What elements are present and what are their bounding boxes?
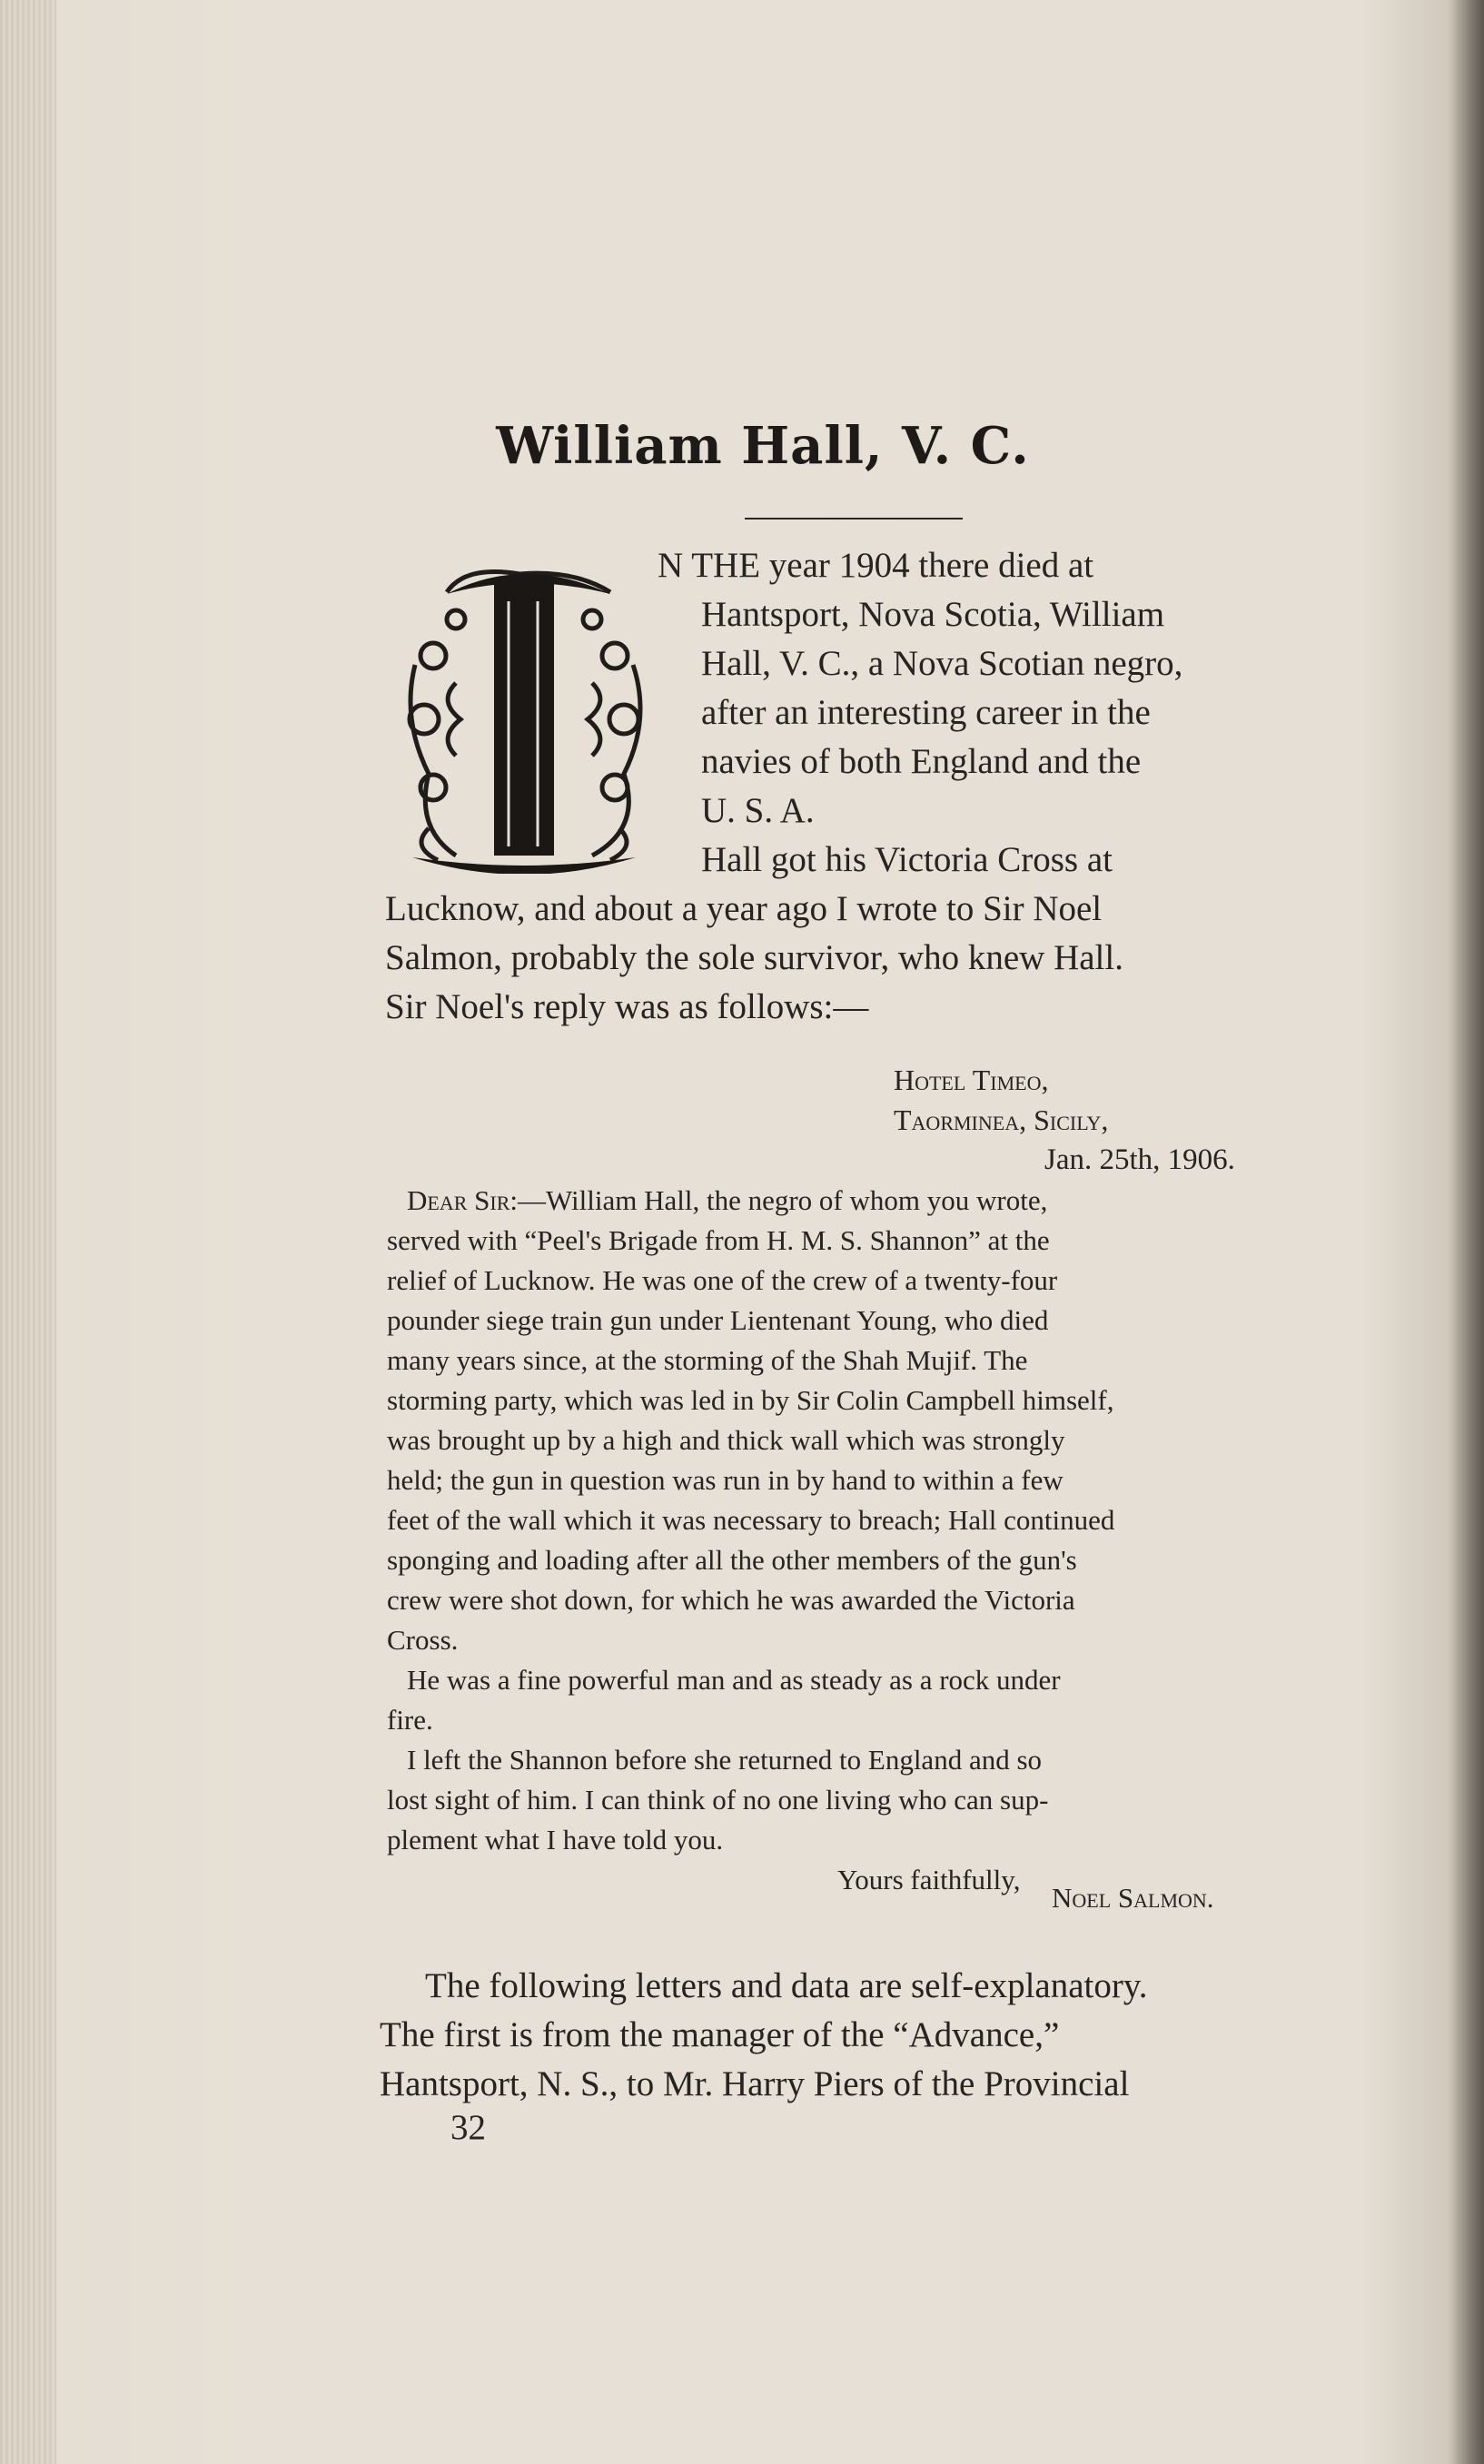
intro-line-7: Hall got his Victoria Cross at: [701, 840, 1113, 879]
letter-p1-line-8: held; the gun in question was run in by hand to within a few: [387, 1464, 1064, 1496]
letter-p1-line-1-text: —William Hall, the negro of whom you wrote,: [518, 1184, 1048, 1216]
letter-address-line-1: Hotel Timeo,: [894, 1064, 1049, 1096]
title-rule: [745, 518, 963, 520]
intro-line-9: Salmon, probably the sole survivor, who knew Hall.: [385, 938, 1123, 977]
letter-p1-line-9: feet of the wall which it was necessary to breach; Hall continued: [387, 1504, 1115, 1536]
closing-line-1: The following letters and data are self-explanatory.: [425, 1966, 1148, 2005]
letter-date: Jan. 25th, 1906.: [1044, 1143, 1235, 1176]
letter-p3-line-3: plement what I have told you.: [387, 1824, 724, 1855]
intro-line-3: Hall, V. C., a Nova Scotian negro,: [701, 644, 1183, 683]
letter-p1-line-3: relief of Lucknow. He was one of the crew of a twenty-four: [387, 1264, 1058, 1296]
intro-line-1: [658, 541, 1321, 590]
page-stack-edge: [0, 0, 56, 2464]
letter-p1-line-2: served with “Peel's Brigade from H. M. S. Shannon” at the: [387, 1224, 1050, 1256]
drop-cap-i-ornament: [392, 556, 656, 874]
intro-line-2: [701, 590, 1321, 639]
gutter-shadow: [1448, 0, 1484, 2464]
letter-p1-line-4: pounder siege train gun under Lientenant Young, who died: [387, 1304, 1049, 1336]
intro-line-6: U. S. A.: [701, 791, 815, 830]
letter-p1-line-6: storming party, which was led in by Sir Colin Campbell himself,: [387, 1384, 1114, 1416]
intro-line-2-text: Hantsport, Nova Scotia, William: [701, 595, 1165, 634]
page-title: William Hall, V. C.: [496, 416, 1030, 476]
letter-address-line-2: Taorminea, Sicily,: [894, 1103, 1109, 1136]
letter-p1-line-5: many years since, at the storming of the Shah Mujif. The: [387, 1344, 1028, 1376]
letter-salutation: Dear Sir:: [407, 1184, 518, 1216]
page-number: 32: [450, 2108, 486, 2147]
letter-closing: Yours faithfully,: [837, 1864, 1021, 1895]
letter-p3-line-1: I left the Shannon before she returned to England and so: [407, 1744, 1043, 1776]
intro-line-4: after an interesting career in the: [701, 693, 1151, 732]
letter-p3-line-2: lost sight of him. I can think of no one living who can sup-: [387, 1784, 1049, 1816]
closing-line-2: The first is from the manager of the “Advance,”: [380, 2015, 1060, 2054]
letter-p2-line-1: He was a fine powerful man and as steady as a rock under: [407, 1664, 1061, 1696]
letter-p1-line-11: crew were shot down, for which he was awarded the Victoria: [387, 1584, 1075, 1616]
intro-line-8: Lucknow, and about a year ago I wrote to Sir Noel: [385, 889, 1103, 928]
intro-line-5: navies of both England and the: [701, 742, 1142, 781]
letter-signature: Noel Salmon.: [1052, 1882, 1214, 1914]
intro-line-10: Sir Noel's reply was as follows:—: [385, 987, 869, 1026]
intro-line-1-text: N THE year 1904 there died at: [658, 546, 1094, 585]
letter-p1-line-10: sponging and loading after all the other members of the gun's: [387, 1544, 1077, 1576]
letter-p2-line-2: fire.: [387, 1704, 433, 1736]
closing-line-3: Hantsport, N. S., to Mr. Harry Piers of the Provincial: [380, 2064, 1130, 2103]
letter-p1-line-7: was brought up by a high and thick wall which was strongly: [387, 1424, 1065, 1456]
letter-p1-line-1: [407, 1181, 1047, 1221]
letter-p1-line-12: Cross.: [387, 1624, 459, 1656]
